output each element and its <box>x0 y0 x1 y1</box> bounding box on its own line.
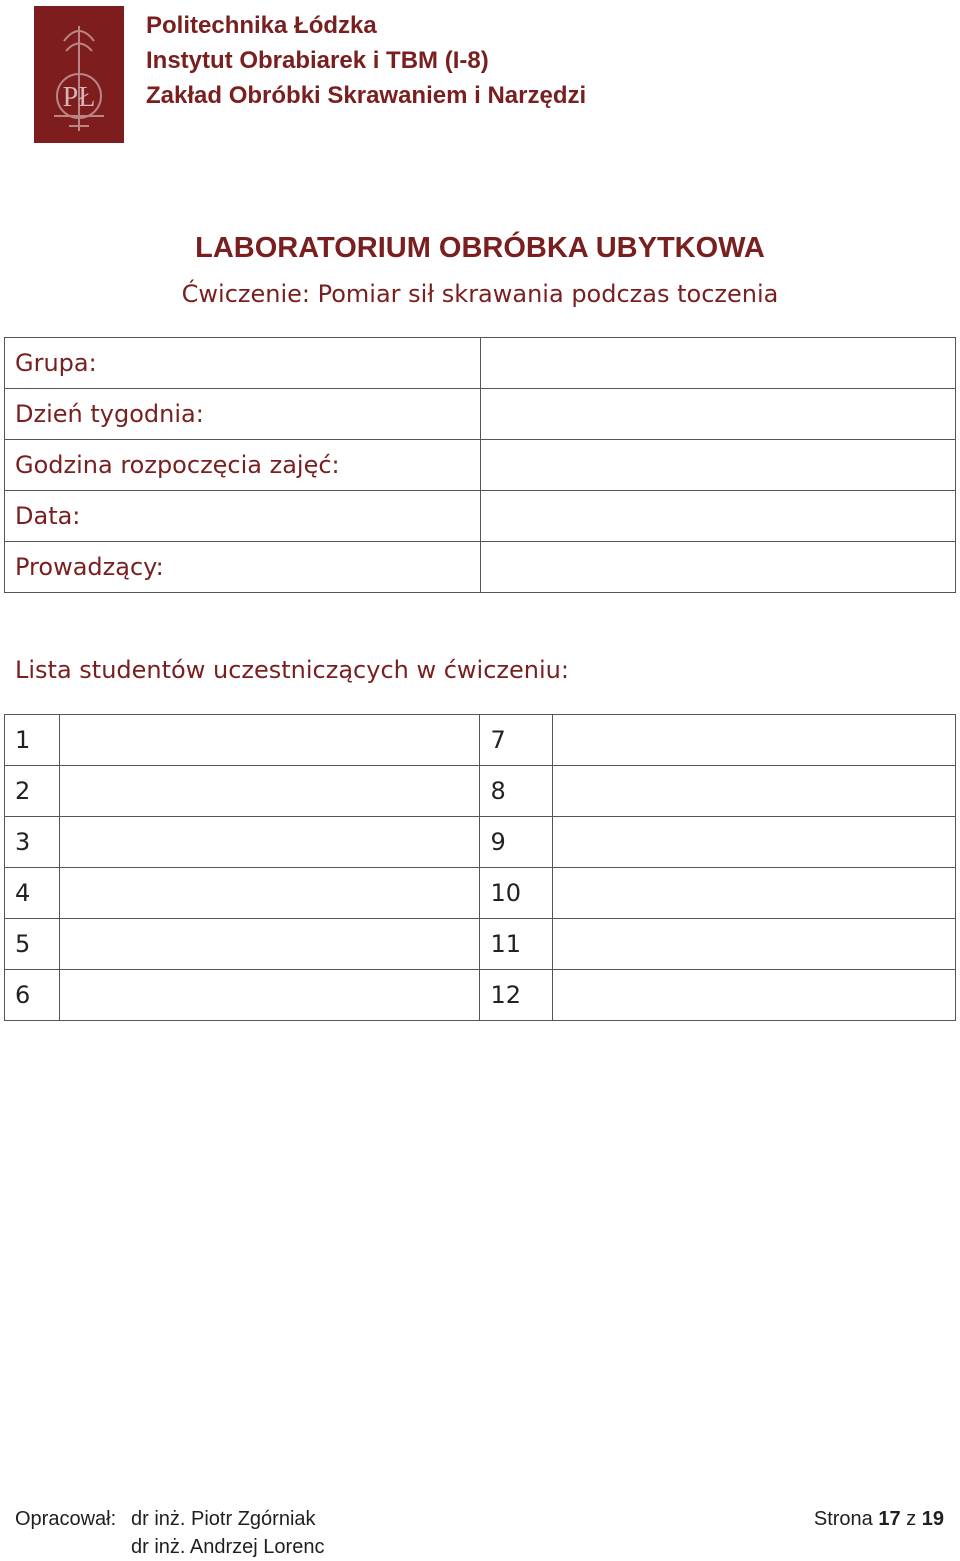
student-name-field[interactable] <box>59 817 480 868</box>
student-name-field[interactable] <box>59 919 480 970</box>
student-name-field[interactable] <box>553 817 956 868</box>
university-logo <box>34 6 124 143</box>
table-row <box>5 970 956 1021</box>
table-row <box>5 919 956 970</box>
page-title: LABORATORIUM OBRÓBKA UBYTKOWA <box>195 232 765 264</box>
table-row <box>5 715 956 766</box>
footer-spacer <box>15 1533 131 1561</box>
author-name: dr inż. Andrzej Lorenc <box>131 1536 325 1558</box>
footer-row <box>15 1505 324 1533</box>
student-number: 2 <box>5 766 60 817</box>
page-total: 19 <box>921 1508 944 1530</box>
student-number: 8 <box>480 766 553 817</box>
university-name: Politechnika Łódzka <box>146 12 377 39</box>
student-name-field[interactable] <box>553 766 956 817</box>
student-number: 7 <box>480 715 553 766</box>
date-field[interactable] <box>480 491 955 542</box>
student-name-field[interactable] <box>553 919 956 970</box>
institution-header <box>146 8 586 113</box>
instructor-field[interactable] <box>480 542 955 593</box>
instructor-label: Prowadzący: <box>5 542 481 593</box>
student-name-field[interactable] <box>553 970 956 1021</box>
student-name-field[interactable] <box>553 868 956 919</box>
page-separator: z <box>906 1508 917 1530</box>
student-number: 10 <box>480 868 553 919</box>
student-name-field[interactable] <box>553 715 956 766</box>
student-number: 11 <box>480 919 553 970</box>
logo-emblem-icon <box>34 6 124 143</box>
start-time-field[interactable] <box>480 440 955 491</box>
table-row <box>5 440 956 491</box>
info-table <box>4 337 956 593</box>
exercise-subtitle: Ćwiczenie: Pomiar sił skrawania podczas toczenia <box>181 280 779 308</box>
page-prefix: Strona <box>813 1508 873 1530</box>
student-number: 1 <box>5 715 60 766</box>
table-row <box>5 491 956 542</box>
student-number: 4 <box>5 868 60 919</box>
student-list-label: Lista studentów uczestniczących w ćwiczeniu: <box>15 656 569 684</box>
logo-text: PŁ <box>62 82 96 113</box>
department-name: Zakład Obróbki Skrawaniem i Narzędzi <box>146 82 587 109</box>
weekday-field[interactable] <box>480 389 955 440</box>
table-row <box>5 766 956 817</box>
table-row <box>5 338 956 389</box>
footer-authors <box>15 1505 324 1561</box>
student-number: 3 <box>5 817 60 868</box>
student-table <box>4 714 956 1021</box>
table-row <box>5 868 956 919</box>
page-number <box>814 1505 944 1533</box>
student-number: 6 <box>5 970 60 1021</box>
student-name-field[interactable] <box>59 970 480 1021</box>
table-row <box>5 817 956 868</box>
group-label: Grupa: <box>5 338 481 389</box>
footer-row <box>15 1533 324 1561</box>
student-number: 5 <box>5 919 60 970</box>
group-field[interactable] <box>480 338 955 389</box>
table-row <box>5 542 956 593</box>
student-number: 9 <box>480 817 553 868</box>
footer-label: Opracował: <box>15 1508 117 1530</box>
date-label: Data: <box>5 491 481 542</box>
start-time-label: Godzina rozpoczęcia zajęć: <box>5 440 481 491</box>
author-name: dr inż. Piotr Zgórniak <box>131 1508 316 1530</box>
student-name-field[interactable] <box>59 715 480 766</box>
student-number: 12 <box>480 970 553 1021</box>
page-current: 17 <box>878 1508 901 1530</box>
student-name-field[interactable] <box>59 766 480 817</box>
student-name-field[interactable] <box>59 868 480 919</box>
table-row <box>5 389 956 440</box>
institute-name: Instytut Obrabiarek i TBM (I-8) <box>146 47 489 74</box>
weekday-label: Dzień tygodnia: <box>5 389 481 440</box>
